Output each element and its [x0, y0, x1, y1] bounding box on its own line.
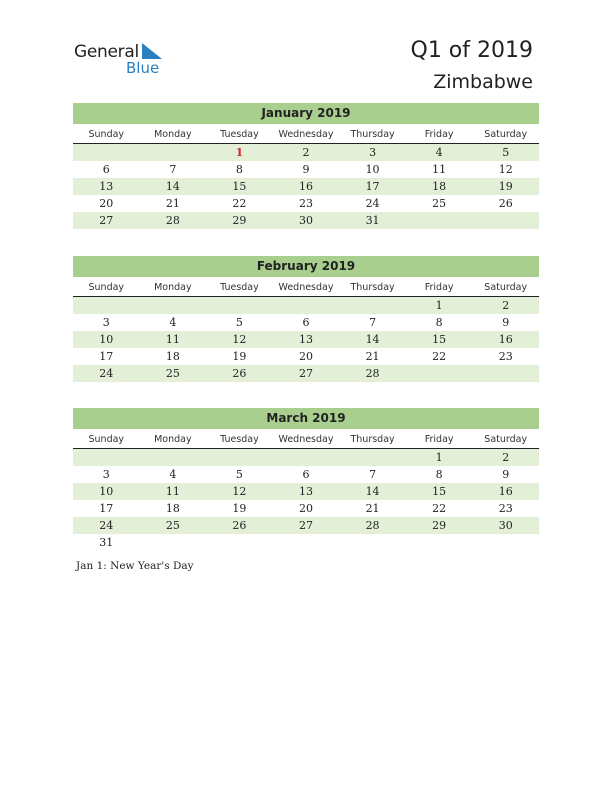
day-cell: 17: [99, 350, 114, 363]
day-cell: 11: [432, 163, 447, 176]
weekday-label: Saturday: [484, 129, 528, 140]
weekday-label: Friday: [424, 282, 454, 293]
day-cell: 23: [298, 197, 313, 210]
day-cell: 22: [432, 350, 447, 363]
empty-day-cell: [339, 449, 406, 466]
empty-day-cell: [140, 534, 207, 551]
brand-logo: [74, 40, 174, 80]
month-header: January 2019: [73, 103, 539, 124]
weekday-label: Wednesday: [278, 282, 334, 293]
empty-day-cell: [406, 365, 473, 382]
day-cell: 4: [169, 468, 177, 481]
page-title: Q1 of 2019: [410, 38, 533, 63]
month-header: February 2019: [73, 256, 539, 277]
day-cell: 14: [165, 180, 180, 193]
weekday-label: Thursday: [350, 282, 395, 293]
weekday-label: Monday: [154, 282, 192, 293]
day-cell: 23: [498, 350, 513, 363]
week-row: [73, 195, 539, 212]
month-january: [73, 103, 539, 229]
day-cell: 26: [232, 367, 247, 380]
weekday-label: Saturday: [484, 282, 528, 293]
week-row: [73, 212, 539, 229]
empty-day-cell: [73, 297, 140, 314]
day-cell: 13: [298, 333, 313, 346]
day-cell: 1: [435, 299, 443, 312]
empty-day-cell: [273, 534, 340, 551]
weekday-label: Thursday: [350, 434, 395, 445]
day-cell: 2: [502, 299, 510, 312]
empty-day-cell: [472, 534, 539, 551]
day-cell: 24: [99, 519, 114, 532]
empty-day-cell: [273, 297, 340, 314]
empty-day-cell: [273, 449, 340, 466]
day-cell: 20: [298, 350, 313, 363]
empty-day-cell: [140, 297, 207, 314]
day-cell: 14: [365, 333, 380, 346]
empty-day-cell: [140, 144, 207, 161]
weekday-label: Friday: [424, 129, 454, 140]
day-cell: 12: [232, 333, 247, 346]
weekday-label: Monday: [154, 129, 192, 140]
day-cell: 8: [235, 163, 243, 176]
day-cell: 29: [232, 214, 247, 227]
day-cell: 28: [365, 367, 380, 380]
day-cell: 23: [498, 502, 513, 515]
week-row: [73, 297, 539, 314]
empty-day-cell: [472, 212, 539, 229]
country-name: Zimbabwe: [433, 71, 533, 93]
day-cell: 16: [498, 333, 513, 346]
empty-day-cell: [206, 534, 273, 551]
day-cell: 17: [99, 502, 114, 515]
empty-day-cell: [206, 297, 273, 314]
day-cell: 21: [365, 502, 380, 515]
day-cell: 15: [232, 180, 247, 193]
day-cell: 18: [165, 350, 180, 363]
day-cell: 20: [298, 502, 313, 515]
day-cell: 18: [165, 502, 180, 515]
day-cell: 30: [298, 214, 313, 227]
weekday-label: Friday: [424, 434, 454, 445]
brand-blue-text: Blue: [126, 59, 160, 77]
day-cell: 19: [232, 502, 247, 515]
day-cell: 18: [432, 180, 447, 193]
day-cell: 9: [502, 468, 510, 481]
day-cell: 8: [435, 316, 443, 329]
week-row: [73, 517, 539, 534]
day-cell: 10: [365, 163, 380, 176]
week-row: [73, 365, 539, 382]
day-cell: 27: [99, 214, 114, 227]
day-cell: 26: [498, 197, 513, 210]
day-cell: 27: [298, 519, 313, 532]
week-row: [73, 178, 539, 195]
day-cell: 3: [369, 146, 377, 159]
day-cell: 29: [432, 519, 447, 532]
empty-day-cell: [73, 144, 140, 161]
day-cell: 14: [365, 485, 380, 498]
day-cell: 7: [169, 163, 177, 176]
weekday-header-row: [73, 431, 539, 449]
day-cell: 11: [165, 333, 180, 346]
empty-day-cell: [73, 449, 140, 466]
day-cell: 2: [302, 146, 310, 159]
day-cell: 7: [369, 468, 377, 481]
weekday-label: Sunday: [88, 129, 125, 140]
week-row: [73, 449, 539, 466]
day-cell: 9: [502, 316, 510, 329]
empty-day-cell: [406, 534, 473, 551]
day-cell: 31: [365, 214, 380, 227]
week-row: [73, 483, 539, 500]
day-cell: 12: [232, 485, 247, 498]
day-cell: 11: [165, 485, 180, 498]
day-cell: 24: [99, 367, 114, 380]
brand-general-text: General: [74, 42, 139, 62]
day-cell: 1: [235, 146, 244, 159]
weekday-label: Sunday: [88, 282, 125, 293]
weekday-header-row: [73, 126, 539, 144]
day-cell: 17: [365, 180, 380, 193]
day-cell: 4: [435, 146, 443, 159]
day-cell: 12: [498, 163, 513, 176]
week-row: [73, 331, 539, 348]
empty-day-cell: [339, 297, 406, 314]
day-cell: 21: [365, 350, 380, 363]
day-cell: 28: [165, 214, 180, 227]
weekday-label: Tuesday: [220, 434, 259, 445]
weekday-header-row: [73, 279, 539, 297]
weekday-label: Thursday: [350, 129, 395, 140]
month-header: March 2019: [73, 408, 539, 429]
day-cell: 5: [235, 316, 243, 329]
day-cell: 30: [498, 519, 513, 532]
day-cell: 7: [369, 316, 377, 329]
day-cell: 16: [298, 180, 313, 193]
day-cell: 10: [99, 333, 114, 346]
day-cell: 1: [435, 451, 443, 464]
weekday-label: Tuesday: [220, 282, 259, 293]
day-cell: 25: [165, 519, 180, 532]
empty-day-cell: [140, 449, 207, 466]
empty-day-cell: [472, 365, 539, 382]
day-cell: 6: [302, 316, 310, 329]
day-cell: 20: [99, 197, 114, 210]
day-cell: 15: [432, 485, 447, 498]
empty-day-cell: [406, 212, 473, 229]
week-row: [73, 348, 539, 365]
day-cell: 5: [235, 468, 243, 481]
day-cell: 6: [302, 468, 310, 481]
day-cell: 8: [435, 468, 443, 481]
weekday-label: Tuesday: [220, 129, 259, 140]
day-cell: 26: [232, 519, 247, 532]
day-cell: 3: [102, 316, 110, 329]
month-march: [73, 408, 539, 551]
day-cell: 24: [365, 197, 380, 210]
day-cell: 10: [99, 485, 114, 498]
day-cell: 31: [99, 536, 114, 549]
weekday-label: Wednesday: [278, 129, 334, 140]
day-cell: 4: [169, 316, 177, 329]
day-cell: 5: [502, 146, 510, 159]
week-row: [73, 161, 539, 178]
weekday-label: Saturday: [484, 434, 528, 445]
week-row: [73, 314, 539, 331]
day-cell: 22: [232, 197, 247, 210]
empty-day-cell: [339, 534, 406, 551]
day-cell: 21: [165, 197, 180, 210]
day-cell: 27: [298, 367, 313, 380]
day-cell: 22: [432, 502, 447, 515]
day-cell: 25: [432, 197, 447, 210]
day-cell: 13: [99, 180, 114, 193]
day-cell: 16: [498, 485, 513, 498]
day-cell: 3: [102, 468, 110, 481]
weekday-label: Wednesday: [278, 434, 334, 445]
day-cell: 9: [302, 163, 310, 176]
day-cell: 25: [165, 367, 180, 380]
weekday-label: Monday: [154, 434, 192, 445]
day-cell: 2: [502, 451, 510, 464]
day-cell: 19: [498, 180, 513, 193]
empty-day-cell: [206, 449, 273, 466]
day-cell: 19: [232, 350, 247, 363]
day-cell: 15: [432, 333, 447, 346]
week-row: [73, 144, 539, 161]
week-row: [73, 534, 539, 551]
week-row: [73, 466, 539, 483]
triangle-flag-icon: [142, 43, 162, 59]
day-cell: 6: [102, 163, 110, 176]
day-cell: 28: [365, 519, 380, 532]
weekday-label: Sunday: [88, 434, 125, 445]
week-row: [73, 500, 539, 517]
day-cell: 13: [298, 485, 313, 498]
holiday-footnote: Jan 1: New Year's Day: [76, 560, 194, 572]
month-february: [73, 256, 539, 382]
